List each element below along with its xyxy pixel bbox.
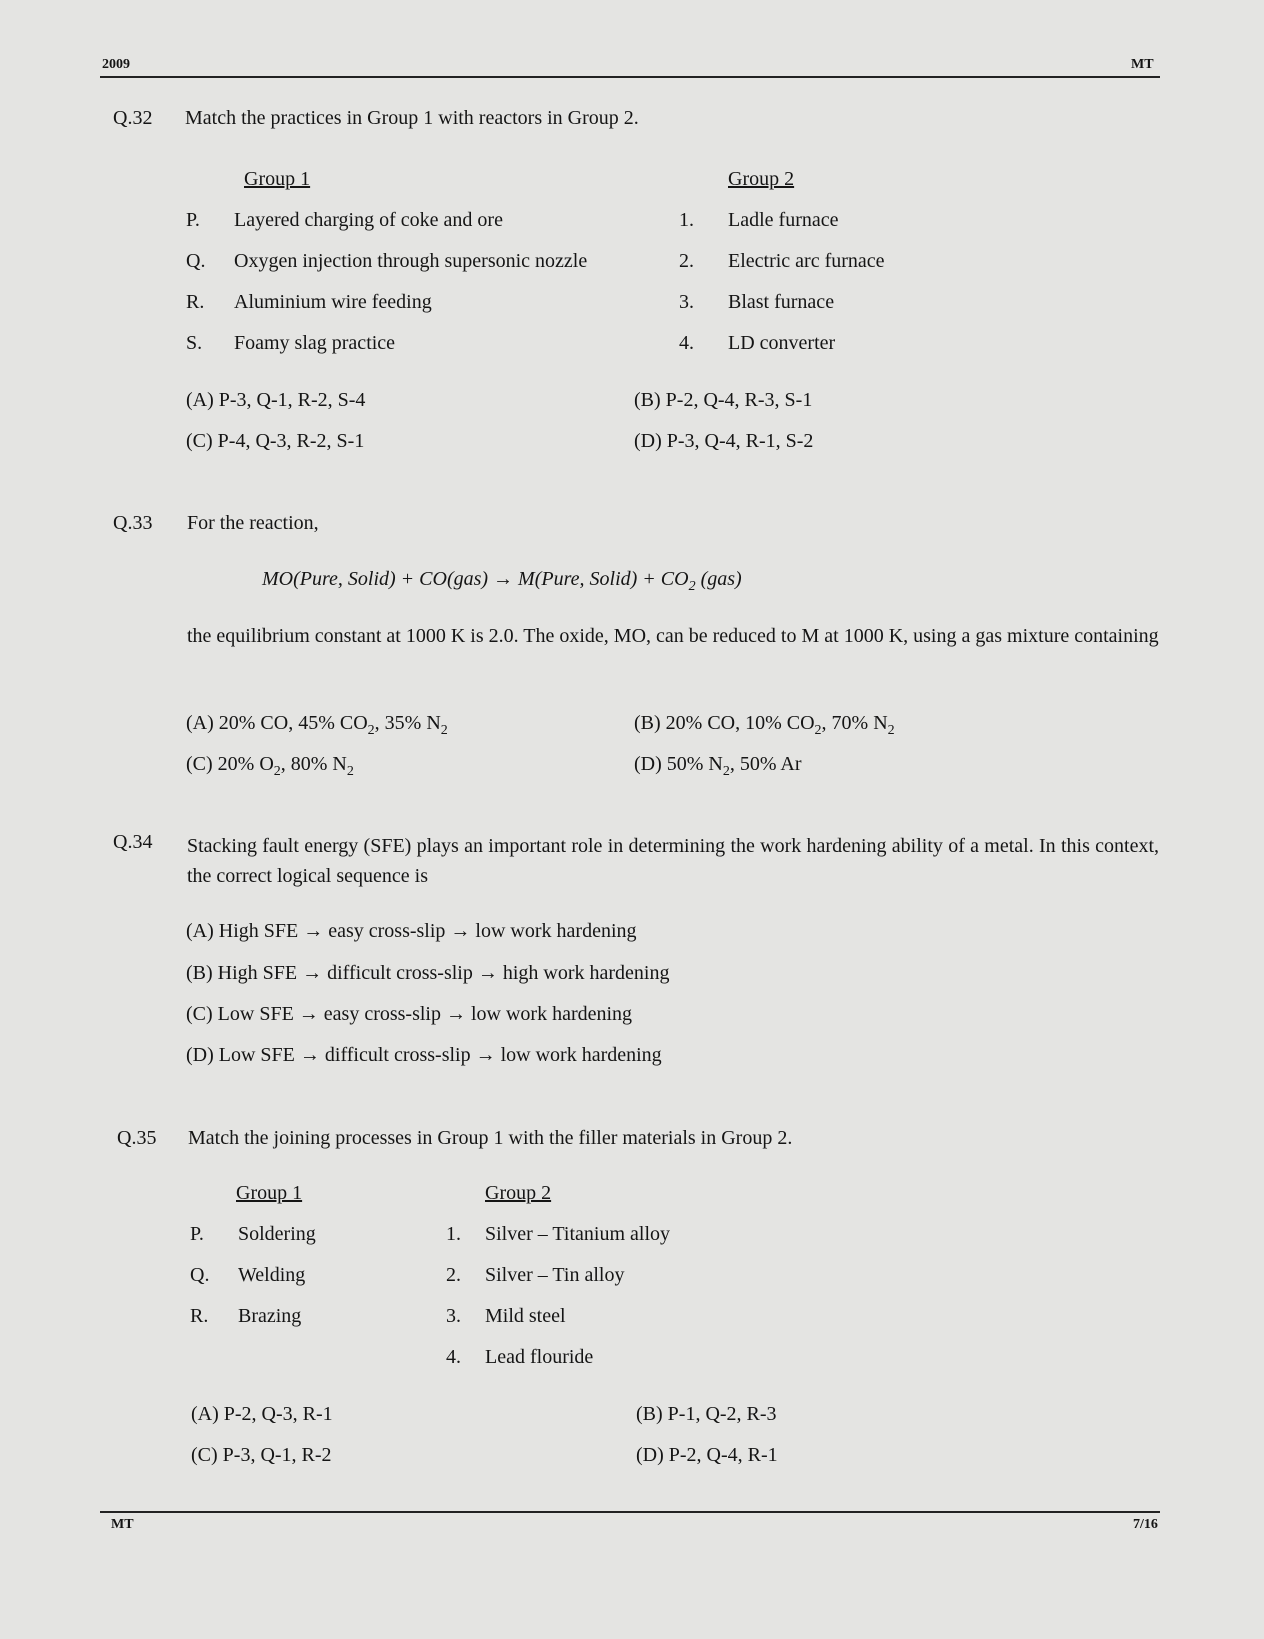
group1-title: Group 1 — [236, 1182, 303, 1204]
group2-key: 3. — [446, 1305, 461, 1327]
group2-item: Silver – Titanium alloy — [485, 1223, 671, 1245]
option-c: (C) P-4, Q-3, R-2, S-1 — [186, 430, 365, 452]
group1-item: Oxygen injection through supersonic nozzle — [234, 250, 588, 272]
group1-key: Q. — [190, 1264, 210, 1286]
group1-item: Layered charging of coke and ore — [234, 209, 503, 231]
group2-item: Ladle furnace — [728, 209, 839, 231]
group2-item: Blast furnace — [728, 291, 835, 313]
option-b: (B) P-1, Q-2, R-3 — [636, 1403, 777, 1425]
question-text: Stacking fault energy (SFE) plays an important role in determining the work hardening ability of a metal. In this context, the correct logical sequence is — [187, 835, 1159, 887]
option-c: (C) P-3, Q-1, R-2 — [191, 1444, 332, 1466]
option-d: (D) P-2, Q-4, R-1 — [636, 1444, 778, 1466]
option-a: (A) 20% CO, 45% $CO_2$, 35% $N_2$ — [186, 712, 448, 738]
option-d: (D) Low SFE → difficult cross-slip → low work hardening — [186, 1044, 662, 1066]
group1-item: Aluminium wire feeding — [234, 291, 432, 313]
group1-item: Welding — [238, 1264, 306, 1286]
group2-item: Mild steel — [485, 1305, 566, 1327]
option-c: (C) 20% $O_2$, 80% $N_2$ — [186, 753, 354, 779]
group1-item: Brazing — [238, 1305, 302, 1327]
group1-key: S. — [186, 332, 203, 354]
option-d: (D) P-3, Q-4, R-1, S-2 — [634, 430, 814, 452]
question-text: Match the practices in Group 1 with reactors in Group 2. — [185, 107, 639, 129]
group1-key: Q. — [186, 250, 206, 272]
group2-item: LD converter — [728, 332, 836, 354]
option-a: (A) P-2, Q-3, R-1 — [191, 1403, 333, 1425]
option-c: (C) Low SFE → easy cross-slip → low work hardening — [186, 1003, 633, 1025]
group2-key: 4. — [446, 1346, 461, 1368]
group2-key: 3. — [679, 291, 694, 313]
question-number: Q.35 — [117, 1127, 157, 1149]
question-number: Q.33 — [113, 512, 153, 534]
group2-key: 2. — [679, 250, 694, 272]
footer-rule — [100, 1511, 1160, 1513]
header-year: 2009 — [102, 57, 130, 72]
group2-item: Lead flouride — [485, 1346, 594, 1368]
reaction-equation: MO(Pure, Solid) + CO(gas) → M(Pure, Solid) + $CO_2$ (gas) — [262, 568, 742, 594]
group1-key: P. — [186, 209, 200, 231]
group2-item: Silver – Tin alloy — [485, 1264, 625, 1286]
header-rule — [100, 76, 1160, 78]
option-d: (D) 50% $N_2$, 50% Ar — [634, 753, 802, 779]
group1-key: R. — [190, 1305, 209, 1327]
group1-item: Foamy slag practice — [234, 332, 396, 354]
group2-key: 1. — [446, 1223, 461, 1245]
header-code: MT — [1131, 57, 1154, 72]
group1-title: Group 1 — [244, 168, 311, 190]
group2-item: Electric arc furnace — [728, 250, 885, 272]
group1-item: Soldering — [238, 1223, 316, 1245]
page-number: 7/16 — [1133, 1517, 1158, 1532]
group2-title: Group 2 — [728, 168, 795, 190]
option-a: (A) P-3, Q-1, R-2, S-4 — [186, 389, 366, 411]
question-number: Q.34 — [113, 831, 153, 853]
question-body: the equilibrium constant at 1000 K is 2.0. The oxide, MO, can be reduced to M at 1000 K, using a gas mixture containing — [187, 625, 1159, 647]
question-number: Q.32 — [113, 107, 153, 129]
option-b: (B) P-2, Q-4, R-3, S-1 — [634, 389, 813, 411]
footer-code: MT — [111, 1517, 134, 1532]
option-a: (A) High SFE → easy cross-slip → low work hardening — [186, 920, 637, 942]
question-text: For the reaction, — [187, 512, 319, 534]
group1-key: R. — [186, 291, 205, 313]
group2-key: 1. — [679, 209, 694, 231]
question-text: Match the joining processes in Group 1 with the filler materials in Group 2. — [188, 1127, 793, 1149]
group2-title: Group 2 — [485, 1182, 552, 1204]
group1-key: P. — [190, 1223, 204, 1245]
group2-key: 2. — [446, 1264, 461, 1286]
option-b: (B) 20% CO, 10% $CO_2$, 70% $N_2$ — [634, 712, 895, 738]
option-b: (B) High SFE → difficult cross-slip → high work hardening — [186, 962, 670, 984]
group2-key: 4. — [679, 332, 694, 354]
